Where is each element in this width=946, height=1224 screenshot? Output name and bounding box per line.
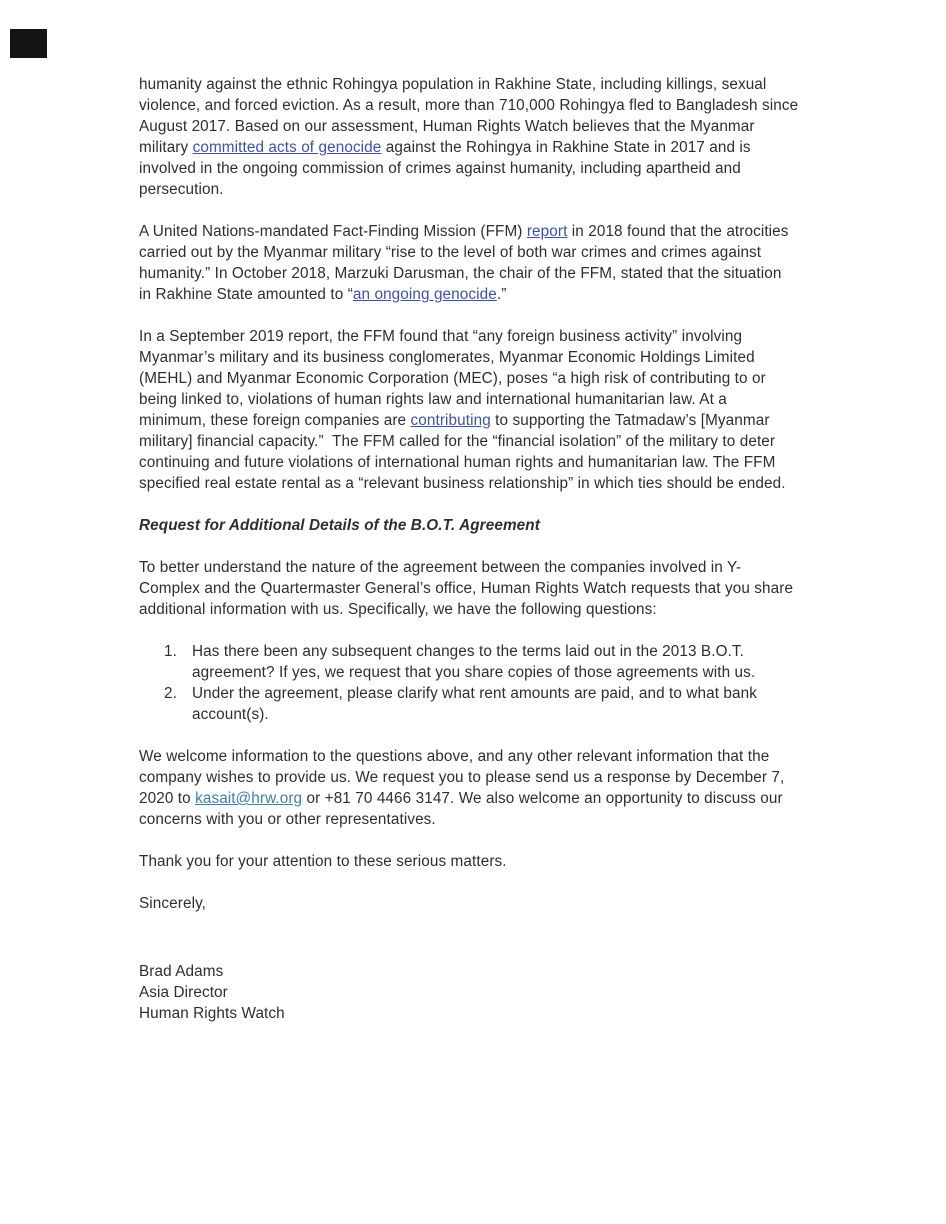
list-item-number: 2. (164, 685, 177, 702)
text-segment: We welcome information to the questions above, and any other relevant information that the (139, 748, 770, 765)
text-line (139, 767, 819, 788)
list-item (139, 683, 819, 725)
paragraph (139, 74, 819, 200)
text-segment: carried out by the Myanmar military “rise to the level of both war crimes and crimes against (139, 244, 762, 261)
text-segment: violence, and forced eviction. As a result, more than 710,000 Rohingya fled to Bangladesh since (139, 97, 799, 114)
text-segment: minimum, these foreign companies are (139, 412, 411, 429)
text-segment: A United Nations-mandated Fact-Finding Mission (FFM) (139, 223, 527, 240)
list-item (139, 641, 819, 683)
text-segment: or +81 70 4466 3147. We also welcome an opportunity to discuss our (302, 790, 783, 807)
text-line (139, 557, 819, 578)
letter-body (139, 74, 819, 1024)
text-line (139, 326, 819, 347)
text-line (139, 578, 819, 599)
text-line (192, 662, 819, 683)
hyperlink-contributing[interactable]: contributing (410, 412, 491, 429)
text-segment: humanity against the ethnic Rohingya population in Rakhine State, including killings, sexual (139, 76, 767, 93)
text-segment: August 2017. Based on our assessment, Human Rights Watch believes that the Myanmar (139, 118, 755, 135)
text-segment: company wishes to provide us. We request you to please send us a response by December 7, (139, 769, 785, 786)
text-line (139, 809, 819, 830)
text-line (139, 599, 819, 620)
hyperlink-report[interactable]: report (526, 223, 568, 240)
text-segment: being linked to, violations of human rights law and international humanitarian law. At a (139, 391, 727, 408)
text-segment: Has there been any subsequent changes to the terms laid out in the 2013 B.O.T. (192, 643, 745, 660)
text-segment: additional information with us. Specifically, we have the following questions: (139, 601, 657, 618)
signature-block (139, 961, 819, 1024)
text-line (139, 746, 819, 767)
text-line (139, 410, 819, 431)
scan-artifact-mark (10, 29, 47, 58)
paragraph (139, 221, 819, 305)
text-line (139, 179, 819, 200)
text-segment: military (139, 139, 193, 156)
text-line (192, 704, 819, 725)
paragraph (139, 851, 819, 872)
paragraph (139, 326, 819, 494)
text-line (139, 137, 819, 158)
text-segment: Sincerely, (139, 895, 207, 912)
text-line (139, 368, 819, 389)
text-line (139, 242, 819, 263)
text-line (139, 263, 819, 284)
text-segment: military] financial capacity.” The FFM called for the “financial isolation” of the military to deter (139, 433, 776, 450)
text-segment: involved in the ongoing commission of crimes against humanity, including apartheid and (139, 160, 741, 177)
text-line (139, 788, 819, 809)
text-line (139, 452, 819, 473)
text-segment: persecution. (139, 181, 224, 198)
text-segment: continuing and future violations of international human rights and humanitarian law. The FFM (139, 454, 776, 471)
text-segment: to supporting the Tatmadaw’s [Myanmar (490, 412, 770, 429)
signature-line: Human Rights Watch (139, 1005, 285, 1022)
text-segment: To better understand the nature of the agreement between the companies involved in Y- (139, 559, 742, 576)
text-segment: concerns with you or other representatives. (139, 811, 436, 828)
list-item-number: 1. (164, 643, 177, 660)
section-heading-request-details: Request for Additional Details of the B.O.T. Agreement (139, 517, 540, 534)
hyperlink-committed-acts-of-genocide[interactable]: committed acts of genocide (192, 139, 382, 156)
paragraph (139, 557, 819, 620)
text-line (139, 893, 819, 914)
hyperlink-an-ongoing-genocide[interactable]: an ongoing genocide (352, 286, 497, 303)
hyperlink-email-kasait-hrw-org[interactable]: kasait@hrw.org (195, 790, 303, 807)
text-line (139, 431, 819, 452)
text-line (139, 158, 819, 179)
text-segment: Myanmar’s military and its business conglomerates, Myanmar Economic Holdings Limited (139, 349, 755, 366)
text-segment: Complex and the Quartermaster General’s office, Human Rights Watch requests that you share (139, 580, 794, 597)
text-line (139, 851, 819, 872)
text-line (139, 95, 819, 116)
text-segment: in 2018 found that the atrocities (567, 223, 789, 240)
text-line (139, 221, 819, 242)
text-line (139, 347, 819, 368)
text-line (139, 389, 819, 410)
text-segment: 2020 to (139, 790, 196, 807)
text-line (192, 641, 819, 662)
text-segment: .” (496, 286, 507, 303)
text-line (139, 74, 819, 95)
text-segment: humanity.” In October 2018, Marzuki Darusman, the chair of the FFM, stated that the situation (139, 265, 782, 282)
text-segment: Thank you for your attention to these serious matters. (139, 853, 507, 870)
text-line (192, 683, 819, 704)
text-segment: Under the agreement, please clarify what rent amounts are paid, and to what bank (192, 685, 757, 702)
text-segment: In a September 2019 report, the FFM found that “any foreign business activity” involving (139, 328, 743, 345)
text-segment: account(s). (192, 706, 269, 723)
signature-line: Asia Director (139, 984, 228, 1001)
text-segment: specified real estate rental as a “relevant business relationship” in which ties should be ended. (139, 475, 786, 492)
paragraph (139, 893, 819, 914)
numbered-list (139, 641, 819, 725)
signature-line: Brad Adams (139, 963, 224, 980)
text-line (139, 116, 819, 137)
text-line (139, 284, 819, 305)
text-segment: agreement? If yes, we request that you share copies of those agreements with us. (192, 664, 756, 681)
text-segment: (MEHL) and Myanmar Economic Corporation (MEC), poses “a high risk of contributing to or (139, 370, 766, 387)
paragraph (139, 746, 819, 830)
text-segment: against the Rohingya in Rakhine State in 2017 and is (381, 139, 751, 156)
text-line (139, 473, 819, 494)
text-segment: in Rakhine State amounted to “ (139, 286, 353, 303)
